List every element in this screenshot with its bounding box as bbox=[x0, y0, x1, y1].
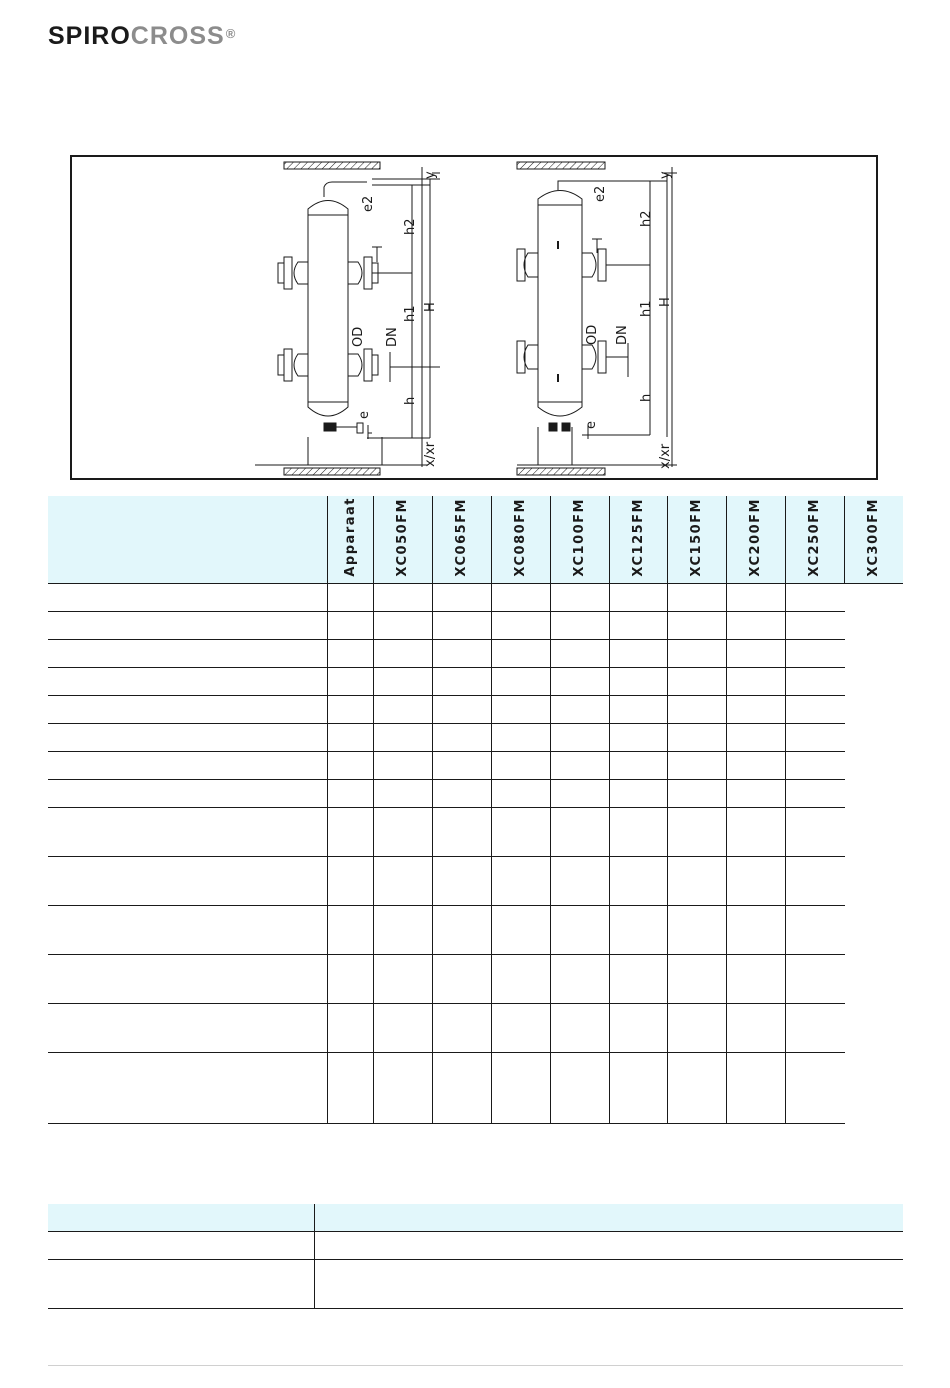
spec-header-xc100fm: XC100FM bbox=[550, 496, 609, 584]
table-row bbox=[48, 857, 903, 906]
dimension-drawing-svg bbox=[72, 157, 878, 480]
brand-logo-part1: SPIRO bbox=[48, 22, 131, 50]
right-label-dn: DN bbox=[615, 325, 630, 345]
spec-header-xc150fm: XC150FM bbox=[668, 496, 727, 584]
spec-table-header bbox=[48, 496, 903, 584]
table-row bbox=[48, 1232, 903, 1260]
right-label-h2: h2 bbox=[639, 210, 654, 227]
left-label-y: y bbox=[423, 171, 438, 179]
left-label-H: H bbox=[423, 302, 438, 312]
table-row bbox=[48, 808, 903, 857]
table-row bbox=[48, 955, 903, 1004]
left-label-xxr: x/xr bbox=[423, 441, 438, 467]
spec-header-xc050fm: XC050FM bbox=[374, 496, 433, 584]
table-row bbox=[48, 696, 903, 724]
right-label-od: OD bbox=[585, 324, 600, 345]
right-label-H: H bbox=[658, 297, 673, 307]
table-row bbox=[48, 906, 903, 955]
secondary-table bbox=[48, 1204, 903, 1309]
table-row bbox=[48, 612, 903, 640]
table-row bbox=[48, 584, 903, 612]
brand-logo-part2: CROSS bbox=[130, 22, 225, 50]
right-label-e: e bbox=[584, 421, 599, 429]
spec-header-blank bbox=[48, 496, 328, 584]
spec-header-xc250fm: XC250FM bbox=[786, 496, 845, 584]
left-dimension-labels bbox=[351, 171, 438, 467]
table-row bbox=[48, 1053, 903, 1124]
spec-header-xc125fm: XC125FM bbox=[609, 496, 668, 584]
left-label-h1: h1 bbox=[403, 305, 418, 322]
spec-header-xc200fm: XC200FM bbox=[727, 496, 786, 584]
left-label-od: OD bbox=[351, 326, 366, 347]
table-row bbox=[48, 780, 903, 808]
footer-divider bbox=[48, 1365, 903, 1366]
registered-mark: ® bbox=[225, 26, 237, 41]
left-label-h2: h2 bbox=[403, 218, 418, 235]
left-label-e: e bbox=[357, 411, 372, 419]
spec-header-xc080fm: XC080FM bbox=[491, 496, 550, 584]
secondary-table-header bbox=[48, 1204, 903, 1232]
table-row bbox=[48, 724, 903, 752]
left-label-e2: e2 bbox=[361, 195, 376, 212]
brand-logo bbox=[48, 22, 236, 50]
right-label-h: h bbox=[639, 393, 654, 402]
specification-table bbox=[48, 496, 903, 1124]
spec-header-apparaat: Apparaat bbox=[328, 496, 374, 584]
right-label-e2: e2 bbox=[593, 185, 608, 202]
table-row bbox=[48, 752, 903, 780]
table-row bbox=[48, 1004, 903, 1053]
right-dimension-labels bbox=[584, 171, 673, 469]
table-row bbox=[48, 1260, 903, 1309]
spec-header-xc065fm: XC065FM bbox=[432, 496, 491, 584]
spec-header-xc300fm: XC300FM bbox=[845, 496, 903, 584]
table-row bbox=[48, 668, 903, 696]
table-row bbox=[48, 640, 903, 668]
right-label-xxr: x/xr bbox=[658, 443, 673, 469]
left-label-h: h bbox=[403, 396, 418, 405]
technical-drawing bbox=[70, 155, 878, 480]
left-label-dn: DN bbox=[385, 327, 400, 347]
right-label-y: y bbox=[658, 171, 673, 179]
right-label-h1: h1 bbox=[639, 300, 654, 317]
